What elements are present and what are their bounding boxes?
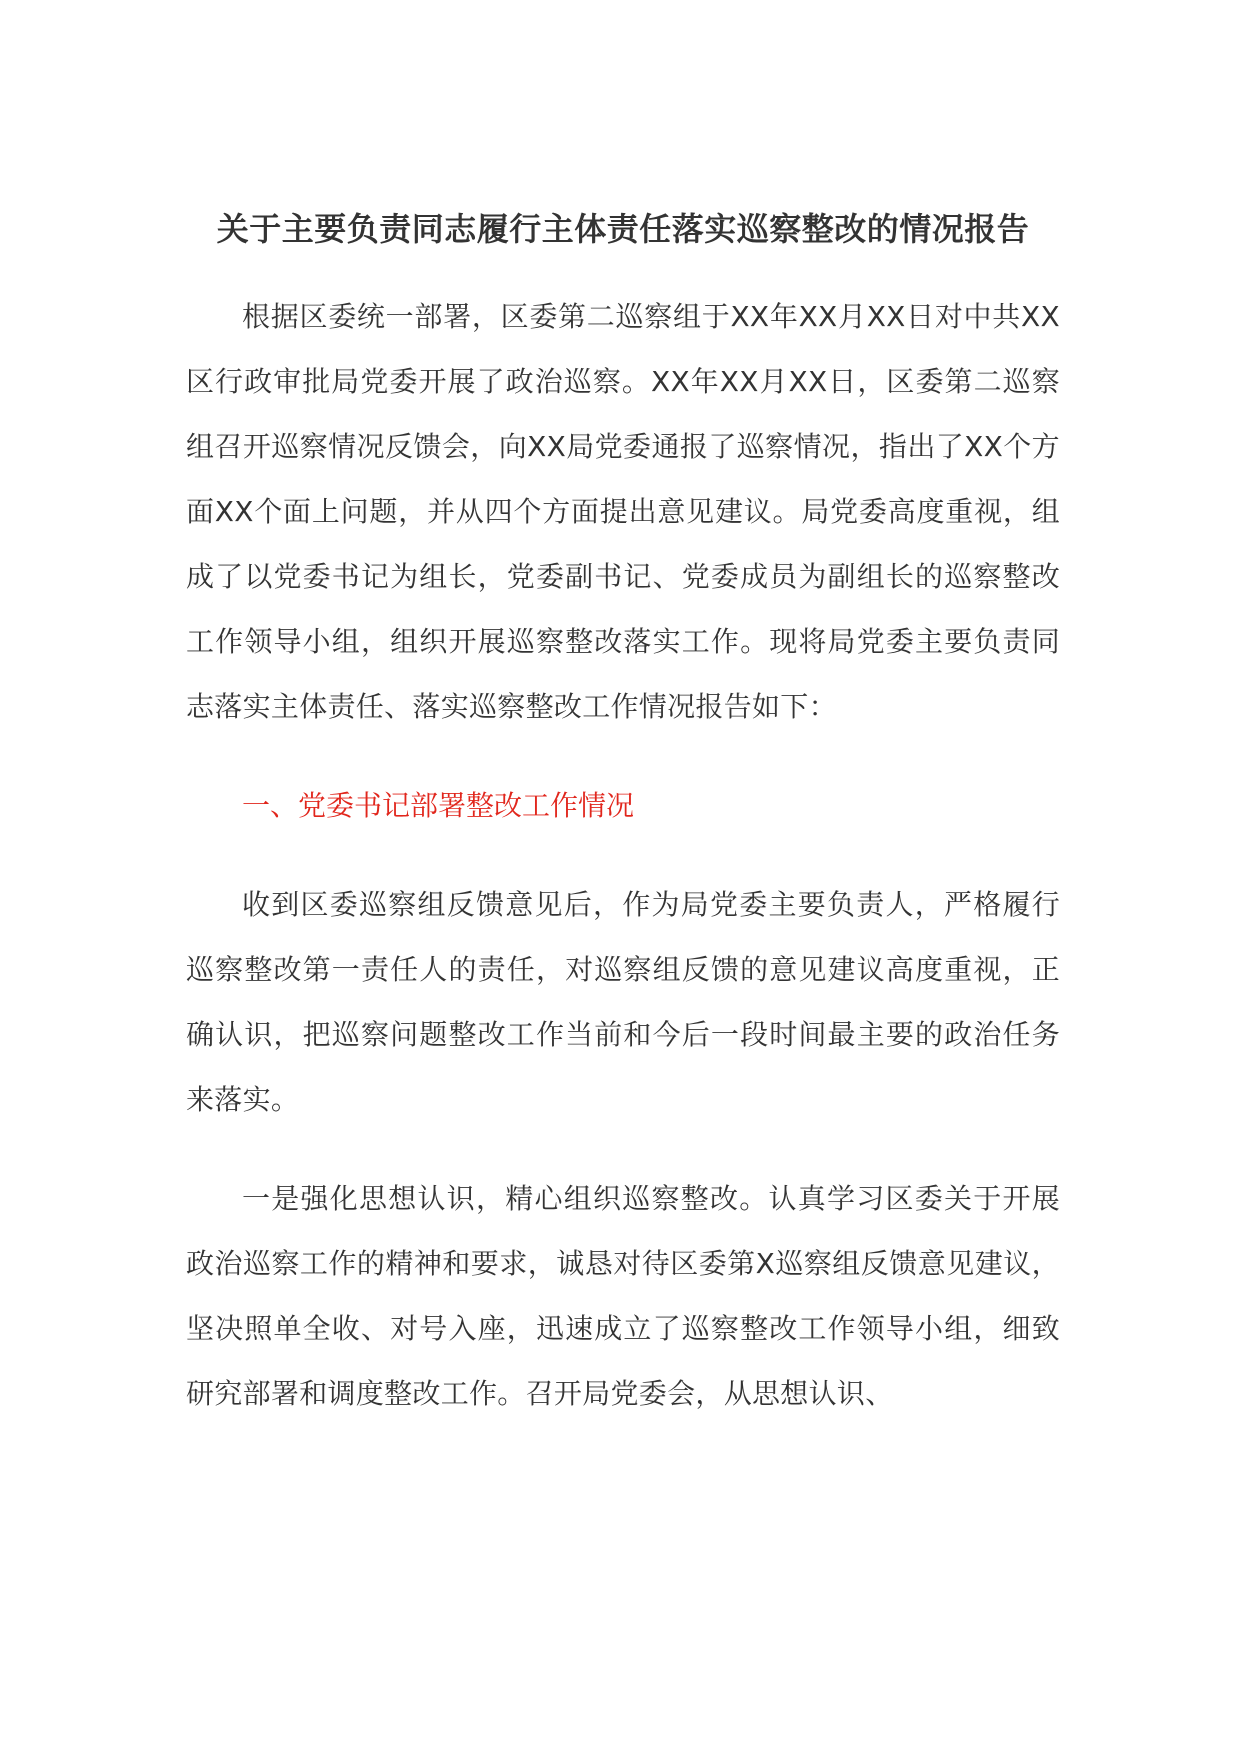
paragraph-intro: 根据区委统一部署，区委第二巡察组于XX年XX月XX日对中共XX区行政审批局党委开展了政治巡察。XX年XX月XX日，区委第二巡察组召开巡察情况反馈会，向XX局党委通报了巡察情况，指出了XX个方面XX个面上问题，并从四个方面提出意见建议。局党委高度重视，组成了以党委书记为组长，党委副书记、党委成员为副组长的巡察整改工作领导小组，组织开展巡察整改落实工作。现将局党委主要负责同志落实主体责任、落实巡察整改工作情况报告如下： (186, 300, 1060, 723)
paragraph-point-one: 一是强化思想认识，精心组织巡察整改。认真学习区委关于开展政治巡察工作的精神和要求，诚恳对待区委第X巡察组反馈意见建议，坚决照单全收、对号入座，迅速成立了巡察整改工作领导小组，细致研究部署和调度整改工作。召开局党委会，从思想认识、 (186, 1182, 1060, 1410)
paragraph-feedback: 收到区委巡察组反馈意见后，作为局党委主要负责人，严格履行巡察整改第一责任人的责任，对巡察组反馈的意见建议高度重视，正确认识，把巡察问题整改工作当前和今后一段时间最主要的政治任务来落实。 (186, 888, 1060, 1116)
section-heading: 一、党委书记部署整改工作情况 (242, 789, 635, 822)
document-title: 关于主要负责同志履行主体责任落实巡察整改的情况报告 (216, 210, 1030, 248)
